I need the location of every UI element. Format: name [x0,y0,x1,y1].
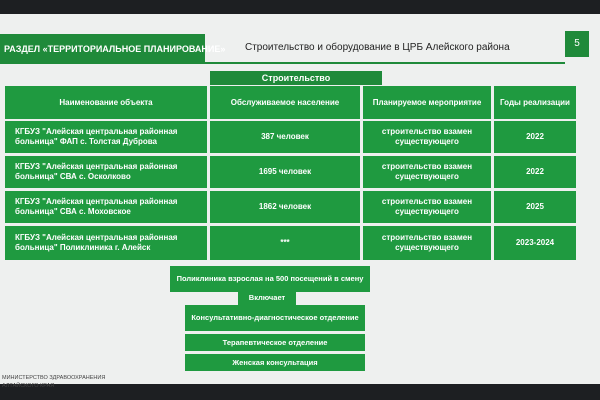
column-header-action: Планируемое мероприятие [363,86,491,119]
slide-title: Строительство и оборудование в ЦРБ Алейского района [245,42,510,53]
column-header-population: Обслуживаемое население [210,86,360,119]
table-row-2-population: 1695 человек [210,156,360,188]
table-row-1-action: строительство взамен существующего [363,121,491,153]
ministry-footer [2,374,105,391]
polyclinic-box: Поликлиника взрослая на 500 посещений в смену [170,266,370,292]
table-row-3-action: строительство взамен существующего [363,191,491,223]
table-row-1-population: 387 человек [210,121,360,153]
dept-consultative-diagnostic: Консультативно-диагностическое отделение [185,305,365,331]
table-row-3-years: 2025 [494,191,576,223]
column-header-name: Наименование объекта [5,86,207,119]
table-row-4-action: строительство взамен существующего [363,226,491,260]
table-row-2-action: строительство взамен существующего [363,156,491,188]
footer-line-1: МИНИСТЕРСТВО ЗДРАВООХРАНЕНИЯ [2,375,106,381]
section-tab: РАЗДЕЛ «ТЕРРИТОРИАЛЬНОЕ ПЛАНИРОВАНИЕ» [0,34,205,64]
construction-group-header: Строительство [210,71,382,85]
table-row-2-name: КГБУЗ "Алейская центральная районная больница" СВА с. Осколково [5,156,207,188]
dept-therapeutic: Терапевтическое отделение [185,334,365,351]
table-row-4-population: *** [210,226,360,260]
footer-line-2: АЛТАЙСКОГО КРАЯ [2,383,55,390]
table-row-4-name: КГБУЗ "Алейская центральная районная больница" Поликлиника г. Алейск [5,226,207,260]
table-row-1-name: КГБУЗ "Алейская центральная районная больница" ФАП с. Толстая Дуброва [5,121,207,153]
table-row-2-years: 2022 [494,156,576,188]
page-number: 5 [565,31,589,57]
table-row-1-years: 2022 [494,121,576,153]
includes-box: Включает [238,291,296,305]
table-row-3-population: 1862 человек [210,191,360,223]
presentation-slide [0,14,600,390]
slide-header [0,34,565,64]
dept-womens-consultation: Женская консультация [185,354,365,371]
column-header-years: Годы реализации [494,86,576,119]
table-row-3-name: КГБУЗ "Алейская центральная районная больница" СВА с. Моховское [5,191,207,223]
table-row-4-years: 2023-2024 [494,226,576,260]
